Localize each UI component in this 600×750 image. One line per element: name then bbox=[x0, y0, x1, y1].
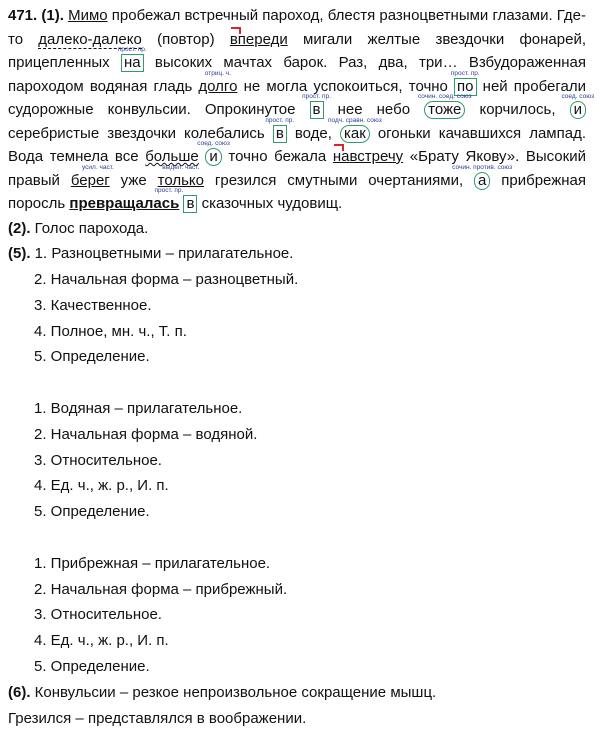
text-fragment bbox=[199, 148, 206, 165]
part5 bbox=[8, 241, 586, 680]
text-fragment: корчилось, bbox=[465, 101, 570, 118]
annotated-word bbox=[197, 140, 230, 166]
list-item: 5. Определение. bbox=[34, 658, 150, 676]
boxed-word: в bbox=[310, 101, 324, 119]
list-item: 1. Водяная – прилагательное. bbox=[34, 400, 243, 418]
grammar-label: подч. сравн. союз bbox=[328, 116, 382, 124]
grammar-label: сочин. против. союз bbox=[452, 163, 513, 171]
annotated-word bbox=[328, 116, 382, 143]
grammar-label: усил. част. bbox=[81, 163, 114, 171]
grammar-label: прост. пр. bbox=[117, 46, 147, 53]
list-item: 3. Качественное. bbox=[34, 296, 152, 314]
list-item: 1. Разноцветными – прилагательное. bbox=[34, 245, 294, 263]
text-fragment: грезился смутными очертаниями, bbox=[203, 171, 475, 189]
text-fragment: ней пробегали судорожные конвульсии. Опрокинутое bbox=[8, 77, 586, 118]
list-item: 4. Полное, мн. ч., Т. п. bbox=[34, 322, 187, 340]
part2 bbox=[8, 216, 586, 242]
underlined-word: долго bbox=[198, 77, 238, 95]
list-item: 4. Ед. ч., ж. р., И. п. bbox=[34, 477, 169, 495]
text-fragment: прибрежная поросль bbox=[8, 171, 587, 212]
annotated-word bbox=[70, 163, 114, 189]
text-fragment: не могла успокоиться, точно bbox=[237, 77, 455, 95]
annotated-word bbox=[157, 163, 204, 189]
text-fragment: уже bbox=[109, 171, 158, 189]
exercise-number: 471. bbox=[8, 7, 38, 24]
definition-line: Грезился – представлялся в воображении. bbox=[8, 709, 307, 727]
part2-text: Голос парохода. bbox=[34, 219, 149, 237]
boxed-word: на bbox=[121, 54, 144, 72]
text-fragment: сказочных чудовищ. bbox=[197, 195, 343, 212]
list-item: 1. Прибрежная – прилагательное. bbox=[34, 554, 271, 572]
annotated-word bbox=[198, 69, 238, 95]
list-item: 3. Относительное. bbox=[34, 606, 162, 624]
grammar-label: прост. пр. bbox=[154, 187, 184, 194]
circled-word: а bbox=[474, 172, 490, 190]
annotated-word bbox=[117, 46, 147, 72]
part1-label: (1). bbox=[41, 7, 64, 24]
word-daleko: далеко-далеко bbox=[38, 30, 142, 48]
part2-label: (2). bbox=[8, 219, 31, 237]
list-item: 2. Начальная форма – прибрежный. bbox=[34, 580, 288, 598]
grammar-label: выдел. част. bbox=[162, 163, 200, 171]
annotated-word bbox=[265, 116, 295, 143]
list-item: 5. Определение. bbox=[34, 503, 150, 521]
annotated-word bbox=[452, 163, 513, 190]
list-item: 4. Ед. ч., ж. р., И. п. bbox=[34, 632, 169, 650]
text-fragment: (повтор) bbox=[141, 30, 230, 48]
list-item: 3. Относительное. bbox=[34, 451, 162, 469]
definition-line: Конвульсии – резкое непроизвольное сокращение мышц. bbox=[34, 683, 437, 701]
grammar-label: прост. пр. bbox=[265, 116, 295, 124]
exercise-text bbox=[8, 4, 595, 216]
word-bereg: берег bbox=[70, 171, 110, 189]
word-bolshe: больше bbox=[145, 148, 199, 165]
grammar-label: прост. пр. bbox=[302, 93, 331, 100]
list-item: 5. Определение. bbox=[34, 348, 150, 366]
spacer bbox=[8, 370, 586, 396]
part6 bbox=[8, 680, 586, 732]
grammar-label: прост. пр. bbox=[450, 69, 480, 77]
text-fragment: нее небо bbox=[323, 101, 425, 118]
boxed-word: в bbox=[183, 195, 197, 213]
word-navstrechu: навстречу bbox=[333, 145, 403, 169]
text-fragment: мигали желтые звездочки фонарей, прицепленных bbox=[8, 30, 586, 71]
part6-label: (6). bbox=[8, 683, 31, 701]
text-fragment: огоньки качавшихся лампад. Вода темнела все bbox=[8, 124, 586, 165]
text-fragment: пробежал встречный пароход, блестя разноцветными глазами. Где-то bbox=[8, 7, 587, 48]
grammar-label: отриц. ч. bbox=[204, 69, 232, 77]
text-fragment: высоких мачтах барок. Раз, два, три… Взбудораженная пароходом водяная гладь bbox=[8, 54, 587, 95]
grammar-label: сочин. соед. союз bbox=[417, 93, 472, 100]
text-fragment: «Брату Якову». Высокий правый bbox=[8, 148, 586, 189]
boxed-word: по bbox=[454, 78, 476, 96]
annotated-word bbox=[561, 93, 595, 119]
grammar-label: соед. союз bbox=[561, 93, 595, 100]
spacer bbox=[8, 525, 586, 551]
circled-word: как bbox=[340, 125, 370, 143]
annotated-word bbox=[69, 187, 184, 212]
boxed-word: в bbox=[273, 125, 287, 143]
text-fragment: воде, bbox=[286, 124, 340, 142]
word-prevrashchalas: превращалась bbox=[69, 195, 180, 212]
word-vperedi: впереди bbox=[230, 28, 288, 52]
part5-label: (5). bbox=[8, 245, 31, 263]
text-fragment: точно бежала bbox=[221, 148, 333, 165]
grammar-label: соед. союз bbox=[197, 140, 230, 147]
circled-word: и bbox=[570, 101, 586, 119]
list-item: 2. Начальная форма – разноцветный. bbox=[34, 271, 299, 289]
annotated-word bbox=[302, 93, 331, 119]
circled-word: тоже bbox=[424, 101, 465, 119]
annotated-word bbox=[417, 93, 472, 119]
list-item: 2. Начальная форма – водяной. bbox=[34, 425, 258, 443]
circled-word: и bbox=[205, 148, 221, 166]
word-tolko: только bbox=[157, 171, 204, 189]
word-mimo: Мимо bbox=[68, 7, 108, 24]
text-fragment: серебристые звездочки колебались bbox=[8, 124, 273, 142]
